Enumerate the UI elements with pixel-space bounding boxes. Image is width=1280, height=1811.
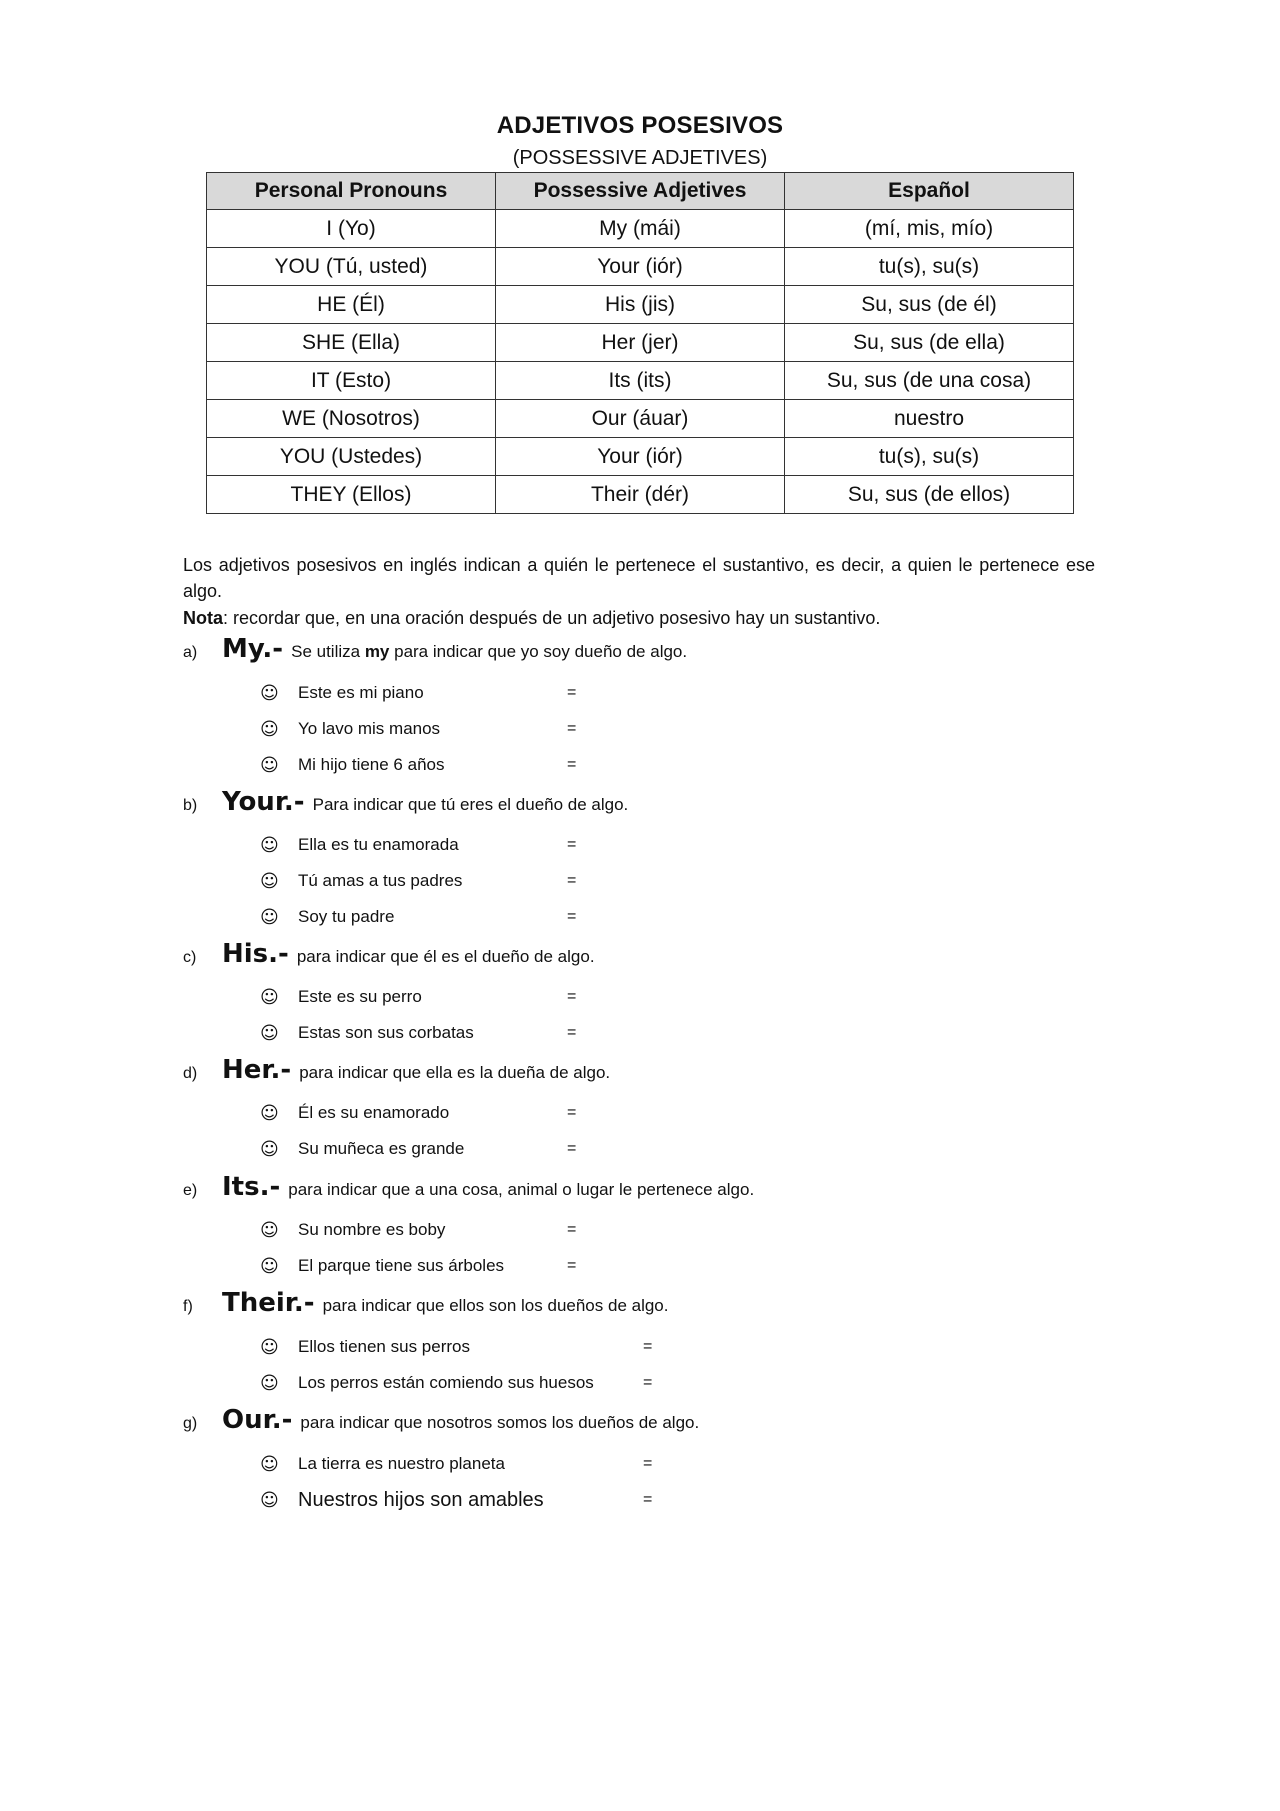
table-cell: tu(s), su(s) — [785, 438, 1074, 476]
list-item — [260, 1021, 474, 1045]
table-row — [207, 286, 1074, 324]
table-row — [207, 248, 1074, 286]
item-text: Su nombre es boby — [298, 1220, 446, 1239]
section-letter: a) — [183, 644, 198, 661]
table-cell: Su, sus (de ellos) — [785, 476, 1074, 514]
table-cell: Your (iór) — [496, 248, 785, 286]
table-cell: THEY (Ellos) — [207, 476, 496, 514]
list-item — [260, 905, 394, 929]
nota-paragraph — [183, 605, 1095, 631]
section-keyword: Their.- — [222, 1288, 315, 1318]
table-cell: YOU (Tú, usted) — [207, 248, 496, 286]
section-description: para indicar que ellos son los dueños de algo. — [322, 1296, 669, 1315]
section-letter: e) — [183, 1182, 198, 1199]
smiley-icon: ☺ — [260, 1489, 279, 1511]
list-item — [260, 1218, 445, 1242]
table-header-row — [207, 173, 1074, 210]
table-cell: tu(s), su(s) — [785, 248, 1074, 286]
section-keyword: Her.- — [222, 1055, 292, 1085]
equals-sign: = — [643, 1491, 653, 1508]
item-text: Los perros están comiendo sus huesos — [298, 1373, 594, 1392]
table-header: Personal Pronouns — [207, 173, 496, 210]
section-keyword: Its.- — [222, 1172, 281, 1202]
table-cell: Her (jer) — [496, 324, 785, 362]
table-cell: HE (Él) — [207, 286, 496, 324]
smiley-icon: ☺ — [260, 1372, 279, 1394]
list-item — [260, 681, 424, 705]
item-text: Estas son sus corbatas — [298, 1023, 474, 1042]
equals-sign: = — [567, 684, 577, 701]
table-cell: SHE (Ella) — [207, 324, 496, 362]
list-item — [260, 753, 444, 777]
equals-sign: = — [567, 988, 577, 1005]
section-keyword: His.- — [222, 939, 289, 969]
table-cell: My (mái) — [496, 210, 785, 248]
list-item — [260, 1254, 504, 1278]
table-cell: Our (áuar) — [496, 400, 785, 438]
section-keyword: Your.- — [222, 787, 305, 817]
list-item — [260, 1137, 464, 1161]
table-cell: Your (iór) — [496, 438, 785, 476]
equals-sign: = — [567, 1104, 577, 1121]
item-text: Nuestros hijos son amables — [298, 1488, 544, 1511]
smiley-icon: ☺ — [260, 870, 279, 892]
item-text: Él es su enamorado — [298, 1103, 450, 1122]
item-text: Ellos tienen sus perros — [298, 1337, 470, 1356]
equals-sign: = — [643, 1374, 653, 1391]
table-row — [207, 210, 1074, 248]
nota-label: Nota — [183, 608, 223, 628]
equals-sign: = — [567, 908, 577, 925]
equals-sign: = — [567, 1257, 577, 1274]
equals-sign: = — [567, 872, 577, 889]
table-row — [207, 476, 1074, 514]
section-description — [291, 642, 687, 662]
smiley-icon: ☺ — [260, 1336, 279, 1358]
table-cell: Su, sus (de él) — [785, 286, 1074, 324]
table-cell: I (Yo) — [207, 210, 496, 248]
list-item — [260, 1371, 594, 1395]
list-item — [260, 1335, 470, 1359]
equals-sign: = — [567, 1140, 577, 1157]
list-item — [260, 717, 440, 741]
table-cell: Their (dér) — [496, 476, 785, 514]
section-heading — [183, 634, 687, 670]
smiley-icon: ☺ — [260, 906, 279, 928]
smiley-icon: ☺ — [260, 682, 279, 704]
item-text: Yo lavo mis manos — [298, 719, 441, 738]
item-text: La tierra es nuestro planeta — [298, 1454, 505, 1473]
table-cell: His (jis) — [496, 286, 785, 324]
page-title: ADJETIVOS POSESIVOS — [496, 112, 784, 139]
item-text: Ella es tu enamorada — [298, 835, 459, 854]
section-heading — [183, 1288, 668, 1324]
equals-sign: = — [567, 720, 577, 737]
section-description-bold: my — [364, 642, 390, 661]
section-letter: c) — [183, 949, 197, 966]
section-description: para indicar que ella es la dueña de algo. — [299, 1063, 611, 1082]
table-cell: IT (Esto) — [207, 362, 496, 400]
section-heading — [183, 1405, 699, 1441]
equals-sign: = — [643, 1338, 653, 1355]
item-text: El parque tiene sus árboles — [298, 1256, 505, 1275]
section-description-post: para indicar que yo soy dueño de algo. — [389, 642, 688, 661]
table-cell: Its (its) — [496, 362, 785, 400]
table-row — [207, 324, 1074, 362]
section-letter: b) — [183, 797, 198, 814]
smiley-icon: ☺ — [260, 1453, 279, 1475]
smiley-icon: ☺ — [260, 718, 279, 740]
table-row — [207, 362, 1074, 400]
section-description: Para indicar que tú eres el dueño de algo. — [312, 795, 629, 814]
section-keyword: My.- — [222, 634, 284, 664]
list-item — [260, 1488, 544, 1512]
table-cell: YOU (Ustedes) — [207, 438, 496, 476]
section-letter: d) — [183, 1065, 198, 1082]
table-row — [207, 438, 1074, 476]
nota-text: : recordar que, en una oración después de un adjetivo posesivo hay un sustantivo. — [223, 608, 881, 628]
table-header: Español — [785, 173, 1074, 210]
equals-sign: = — [567, 1221, 577, 1238]
list-item — [260, 1101, 449, 1125]
smiley-icon: ☺ — [260, 986, 279, 1008]
smiley-icon: ☺ — [260, 834, 279, 856]
smiley-icon: ☺ — [260, 1138, 279, 1160]
smiley-icon: ☺ — [260, 754, 279, 776]
section-keyword: Our.- — [222, 1405, 293, 1435]
table-cell: (mí, mis, mío) — [785, 210, 1074, 248]
list-item — [260, 869, 462, 893]
section-heading — [183, 787, 628, 823]
smiley-icon: ☺ — [260, 1022, 279, 1044]
smiley-icon: ☺ — [260, 1102, 279, 1124]
section-description: para indicar que él es el dueño de algo. — [296, 947, 595, 966]
smiley-icon: ☺ — [260, 1219, 279, 1241]
table-cell: WE (Nosotros) — [207, 400, 496, 438]
item-text: Su muñeca es grande — [298, 1139, 465, 1158]
item-text: Este es su perro — [298, 987, 422, 1006]
equals-sign: = — [567, 1024, 577, 1041]
pronouns-table — [206, 172, 1074, 514]
list-item — [260, 985, 422, 1009]
item-text: Este es mi piano — [298, 683, 424, 702]
section-letter: f) — [183, 1298, 193, 1315]
item-text: Tú amas a tus padres — [298, 871, 463, 890]
equals-sign: = — [643, 1455, 653, 1472]
table-row — [207, 400, 1074, 438]
table-cell: nuestro — [785, 400, 1074, 438]
list-item — [260, 1452, 505, 1476]
section-letter: g) — [183, 1415, 198, 1432]
section-description: para indicar que a una cosa, animal o lugar le pertenece algo. — [288, 1180, 755, 1199]
page-subtitle: (POSSESSIVE ADJETIVES) — [512, 147, 768, 169]
list-item — [260, 833, 459, 857]
item-text: Mi hijo tiene 6 años — [298, 755, 445, 774]
item-text: Soy tu padre — [298, 907, 395, 926]
section-heading — [183, 1172, 754, 1208]
equals-sign: = — [567, 756, 577, 773]
section-heading — [183, 939, 595, 975]
table-cell: Su, sus (de ella) — [785, 324, 1074, 362]
section-description: para indicar que nosotros somos los dueños de algo. — [300, 1413, 700, 1432]
table-cell: Su, sus (de una cosa) — [785, 362, 1074, 400]
section-heading — [183, 1055, 610, 1091]
intro-paragraph: Los adjetivos posesivos en inglés indican a quién le pertenece el sustantivo, es decir, a quien le pertenece ese algo. — [183, 555, 1095, 601]
smiley-icon: ☺ — [260, 1255, 279, 1277]
equals-sign: = — [567, 836, 577, 853]
table-header: Possessive Adjetives — [496, 173, 785, 210]
section-description-pre: Se utiliza — [291, 642, 365, 661]
